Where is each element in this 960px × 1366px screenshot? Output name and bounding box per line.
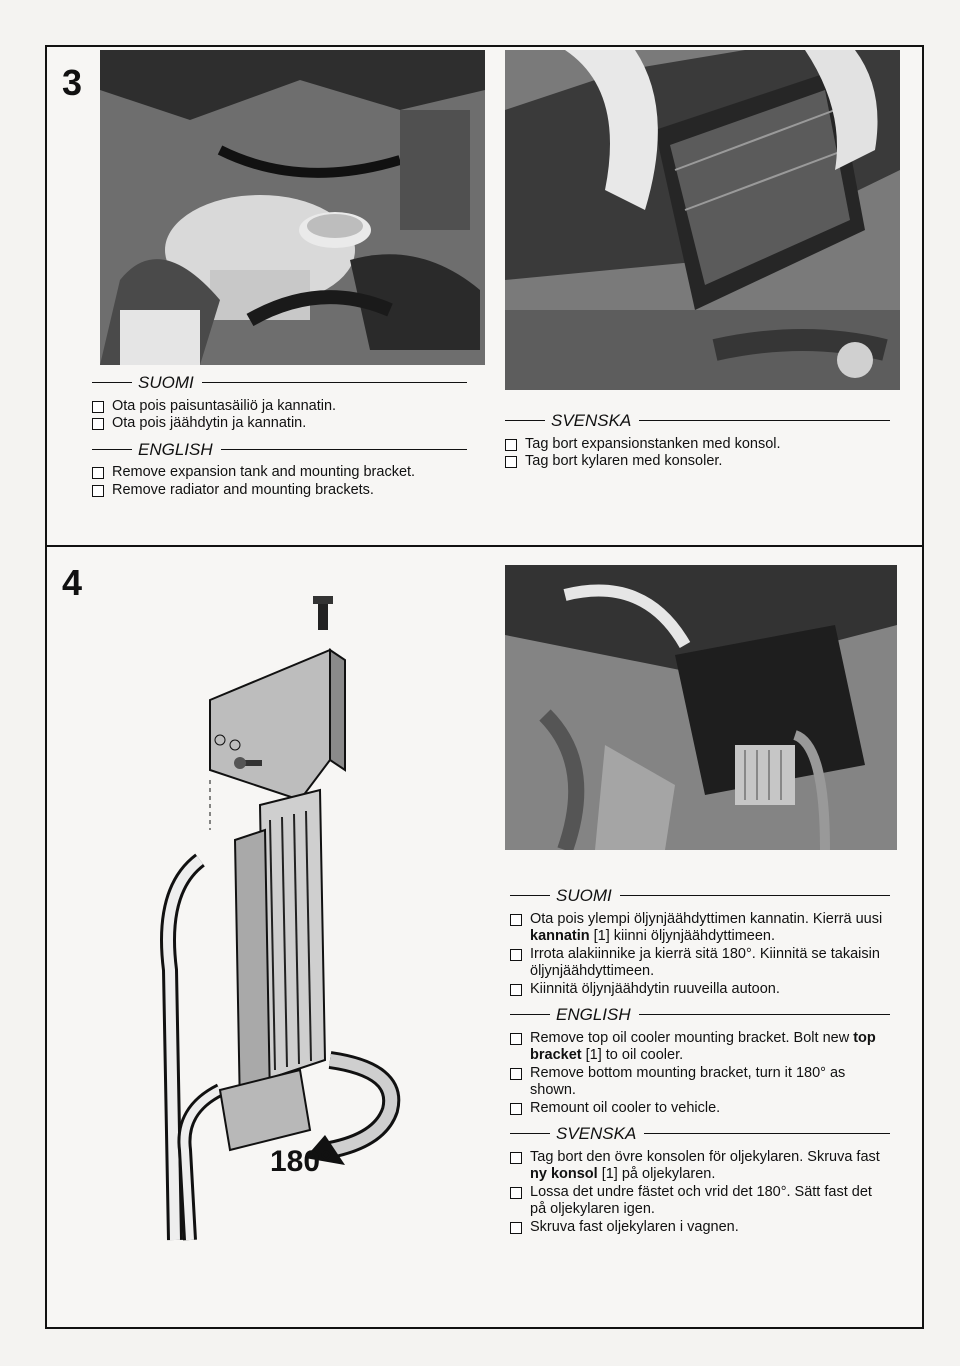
step3-svenska-heading: SVENSKA: [551, 411, 632, 430]
checklist-item: Remove top oil cooler mounting bracket. Bolt new top bracket [1] to oil cooler.: [510, 1030, 890, 1065]
checkbox-icon: [510, 984, 522, 996]
engine-bay-photo: [100, 50, 485, 365]
checkbox-icon: [510, 1033, 522, 1045]
step4-suomi-heading: SUOMI: [556, 886, 612, 905]
step4-english-section: [510, 1006, 890, 1117]
checkbox-icon: [510, 1068, 522, 1080]
rotation-label: 180°: [270, 1145, 333, 1178]
checkbox-icon: [92, 401, 104, 413]
oil-cooler-diagram: [100, 590, 500, 1270]
step3-svenska-section: [505, 412, 890, 471]
step3-caption-left: [92, 372, 467, 507]
checkbox-icon: [510, 949, 522, 961]
checkbox-icon: [510, 1187, 522, 1199]
step3-english-section: [92, 441, 467, 500]
step4-english-heading: ENGLISH: [556, 1005, 631, 1024]
checklist-item: Remove radiator and mounting brackets.: [92, 482, 467, 500]
step3-suomi-section: [92, 374, 467, 433]
step4-svenska-heading: SVENSKA: [556, 1124, 637, 1143]
checkbox-icon: [510, 1103, 522, 1115]
checkbox-icon: [510, 914, 522, 926]
checklist-item: Ota pois jäähdytin ja kannatin.: [92, 415, 467, 433]
step-number-4: 4: [62, 562, 83, 603]
checklist-item: Tag bort den övre konsolen för oljekylaren. Skruva fast ny konsol [1] på oljekylaren.: [510, 1149, 890, 1184]
step-number-3: 3: [62, 62, 83, 103]
checklist-item: Tag bort expansionstanken med konsol.: [505, 436, 890, 454]
checklist-item: Lossa det undre fästet och vrid det 180°. Sätt fast det på oljekylaren igen.: [510, 1184, 890, 1219]
step3-english-heading: ENGLISH: [138, 439, 213, 459]
step-divider: [45, 545, 922, 547]
checklist-item: Remove bottom mounting bracket, turn it 180° as shown.: [510, 1065, 890, 1100]
checklist-item: Remount oil cooler to vehicle.: [510, 1100, 890, 1118]
checkbox-icon: [92, 418, 104, 430]
checkbox-icon: [510, 1152, 522, 1164]
step4-svenska-section: [510, 1125, 890, 1236]
checkbox-icon: [92, 467, 104, 479]
checkbox-icon: [510, 1222, 522, 1234]
checklist-item: Tag bort kylaren med konsoler.: [505, 453, 890, 471]
checklist-item: Ota pois paisuntasäiliö ja kannatin.: [92, 398, 467, 416]
checkbox-icon: [505, 456, 517, 468]
step4-caption: [510, 885, 890, 1244]
step3-caption-right: [505, 410, 890, 479]
radiator-removal-photo: [505, 50, 900, 390]
checklist-item: Remove expansion tank and mounting bracket.: [92, 464, 467, 482]
checkbox-icon: [92, 485, 104, 497]
checklist-item: Kiinnitä öljynjäähdytin ruuveilla autoon.: [510, 981, 890, 999]
oil-cooler-install-photo: [505, 565, 897, 850]
checklist-item: Irrota alakiinnike ja kierrä sitä 180°. Kiinnitä se takaisin öljynjäähdyttimeen.: [510, 946, 890, 981]
step4-suomi-section: [510, 887, 890, 998]
checklist-item: Ota pois ylempi öljynjäähdyttimen kannatin. Kierrä uusi kannatin [1] kiinni öljynjäähdyttimeen.: [510, 911, 890, 946]
checklist-item: Skruva fast oljekylaren i vagnen.: [510, 1219, 890, 1237]
step3-suomi-heading: SUOMI: [138, 373, 194, 392]
checkbox-icon: [505, 439, 517, 451]
